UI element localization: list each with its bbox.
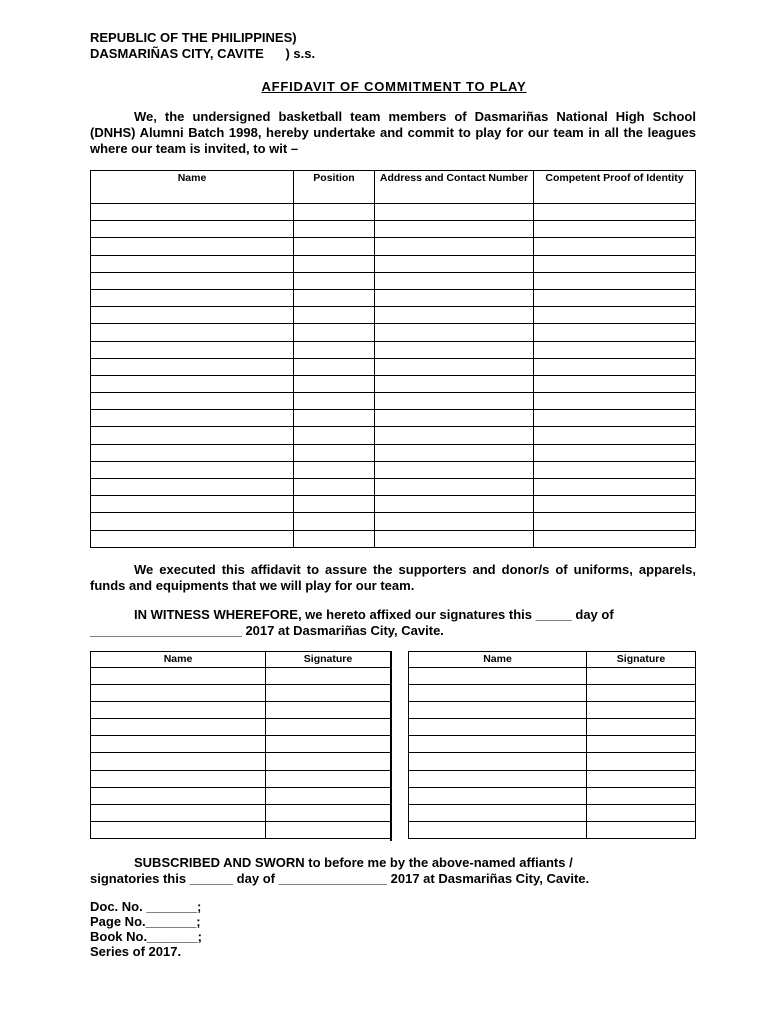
members-cell[interactable] (375, 496, 534, 513)
signature-name-cell[interactable] (409, 804, 587, 821)
members-cell[interactable] (91, 221, 294, 238)
members-row (91, 204, 696, 221)
signature-name-cell[interactable] (91, 821, 266, 838)
signature-name-cell[interactable] (409, 685, 587, 702)
signature-cell[interactable] (587, 821, 696, 838)
members-cell[interactable] (91, 479, 294, 496)
signature-table-left (90, 651, 391, 839)
signature-table-right (408, 651, 696, 839)
members-cell[interactable] (294, 358, 375, 375)
members-cell[interactable] (375, 341, 534, 358)
members-col-address: Address and Contact Number (375, 171, 534, 204)
signature-name-cell[interactable] (91, 719, 266, 736)
signature-row (91, 702, 391, 719)
signature-name-cell[interactable] (409, 736, 587, 753)
members-cell[interactable] (534, 461, 696, 478)
members-cell[interactable] (534, 410, 696, 427)
members-cell[interactable] (534, 238, 696, 255)
members-cell[interactable] (294, 479, 375, 496)
signature-row (91, 787, 391, 804)
members-cell[interactable] (294, 238, 375, 255)
signature-row (91, 770, 391, 787)
members-cell[interactable] (91, 530, 294, 547)
signature-right-header-row (409, 652, 696, 668)
signature-right-col-name: Name (409, 652, 587, 668)
signature-cell[interactable] (266, 668, 391, 685)
members-row (91, 272, 696, 289)
notary-series: Series of 2017. (90, 944, 182, 959)
members-cell[interactable] (91, 410, 294, 427)
subscribed-paragraph (90, 855, 696, 887)
members-row (91, 393, 696, 410)
members-cell[interactable] (375, 324, 534, 341)
signature-cell[interactable] (266, 804, 391, 821)
members-cell[interactable] (534, 307, 696, 324)
members-row (91, 238, 696, 255)
members-cell[interactable] (375, 479, 534, 496)
members-row (91, 375, 696, 392)
signature-row (409, 753, 696, 770)
members-cell[interactable] (534, 341, 696, 358)
signature-left-header-row (91, 652, 391, 668)
members-row (91, 255, 696, 272)
signature-cell[interactable] (587, 787, 696, 804)
members-cell[interactable] (375, 461, 534, 478)
signature-row (91, 804, 391, 821)
members-cell[interactable] (294, 307, 375, 324)
signature-row (409, 787, 696, 804)
signature-name-cell[interactable] (91, 770, 266, 787)
members-cell[interactable] (294, 204, 375, 221)
members-row (91, 289, 696, 306)
members-cell[interactable] (294, 444, 375, 461)
signature-row (91, 821, 391, 838)
signature-name-cell[interactable] (409, 787, 587, 804)
document-title: AFFIDAVIT OF COMMITMENT TO PLAY (261, 79, 527, 94)
members-cell[interactable] (91, 461, 294, 478)
subscribed-line-2: signatories this ______ day of _______________ 2017 at Dasmariñas City, Cavite. (90, 871, 590, 886)
members-cell[interactable] (534, 393, 696, 410)
signature-row (409, 702, 696, 719)
notary-doc-no: Doc. No. _______; (90, 899, 202, 914)
members-cell[interactable] (294, 221, 375, 238)
members-cell[interactable] (534, 496, 696, 513)
members-header-row (91, 171, 696, 204)
members-cell[interactable] (91, 272, 294, 289)
members-cell[interactable] (294, 341, 375, 358)
members-row (91, 221, 696, 238)
members-table (90, 170, 696, 548)
members-row (91, 341, 696, 358)
members-cell[interactable] (91, 358, 294, 375)
signature-cell[interactable] (266, 736, 391, 753)
members-cell[interactable] (375, 272, 534, 289)
members-cell[interactable] (375, 289, 534, 306)
signature-name-cell[interactable] (409, 668, 587, 685)
members-cell[interactable] (534, 255, 696, 272)
signature-cell[interactable] (587, 668, 696, 685)
members-cell[interactable] (375, 238, 534, 255)
signature-left-col-signature: Signature (266, 652, 391, 668)
members-row (91, 410, 696, 427)
intro-paragraph (90, 109, 696, 157)
members-cell[interactable] (375, 375, 534, 392)
notary-page-no: Page No._______; (90, 914, 201, 929)
members-cell[interactable] (294, 393, 375, 410)
members-cell[interactable] (91, 393, 294, 410)
notary-book-no: Book No._______; (90, 929, 202, 944)
intro-text: We, the undersigned basketball team members of Dasmariñas National High School (DNHS) Alumni Batch 1998, hereby undertake and commit to play for our team in all the leagues where our team is invited, to wit – (90, 109, 696, 156)
signature-right-col-signature: Signature (587, 652, 696, 668)
witness-line-1: IN WITNESS WHEREFORE, we hereto affixed our signatures this _____ day of (134, 607, 614, 622)
signature-row (409, 804, 696, 821)
signature-name-cell[interactable] (91, 668, 266, 685)
members-cell[interactable] (91, 496, 294, 513)
signature-cell[interactable] (587, 736, 696, 753)
members-cell[interactable] (375, 204, 534, 221)
signature-row (409, 668, 696, 685)
members-col-name: Name (91, 171, 294, 204)
signature-name-cell[interactable] (91, 804, 266, 821)
witness-paragraph (90, 607, 696, 639)
members-cell[interactable] (534, 479, 696, 496)
signature-cell[interactable] (587, 702, 696, 719)
members-cell[interactable] (375, 444, 534, 461)
members-cell[interactable] (534, 289, 696, 306)
signature-name-cell[interactable] (409, 702, 587, 719)
members-cell[interactable] (91, 444, 294, 461)
members-cell[interactable] (294, 255, 375, 272)
signature-row (409, 736, 696, 753)
members-cell[interactable] (91, 289, 294, 306)
header-line-2: DASMARIÑAS CITY, CAVITE ) s.s. (90, 46, 316, 61)
members-col-position: Position (294, 171, 375, 204)
members-row (91, 324, 696, 341)
members-cell[interactable] (91, 324, 294, 341)
signature-cell[interactable] (587, 685, 696, 702)
signature-row (91, 736, 391, 753)
signature-row (91, 719, 391, 736)
purpose-paragraph (90, 562, 696, 594)
members-cell[interactable] (294, 530, 375, 547)
signature-row (409, 821, 696, 838)
signature-name-cell[interactable] (409, 770, 587, 787)
members-cell[interactable] (534, 375, 696, 392)
members-cell[interactable] (91, 204, 294, 221)
signature-cell[interactable] (587, 719, 696, 736)
signature-cell[interactable] (266, 753, 391, 770)
members-cell[interactable] (375, 221, 534, 238)
signature-left-outer-border (390, 651, 392, 841)
signature-row (91, 685, 391, 702)
members-row (91, 444, 696, 461)
signature-cell[interactable] (266, 685, 391, 702)
members-cell[interactable] (91, 375, 294, 392)
signature-name-cell[interactable] (91, 787, 266, 804)
members-cell[interactable] (534, 358, 696, 375)
signature-cell[interactable] (587, 770, 696, 787)
signature-row (409, 719, 696, 736)
members-row (91, 307, 696, 324)
members-cell[interactable] (534, 204, 696, 221)
members-cell[interactable] (294, 461, 375, 478)
members-cell[interactable] (91, 341, 294, 358)
members-cell[interactable] (375, 307, 534, 324)
members-cell[interactable] (91, 513, 294, 530)
members-cell[interactable] (534, 427, 696, 444)
members-row (91, 479, 696, 496)
signature-name-cell[interactable] (409, 753, 587, 770)
members-cell[interactable] (375, 513, 534, 530)
members-cell[interactable] (534, 513, 696, 530)
signature-cell[interactable] (587, 804, 696, 821)
members-cell[interactable] (375, 530, 534, 547)
members-cell[interactable] (534, 530, 696, 547)
subscribed-line-1: SUBSCRIBED AND SWORN to before me by the above-named affiants / (134, 855, 573, 870)
signature-row (91, 753, 391, 770)
signature-name-cell[interactable] (91, 753, 266, 770)
members-row (91, 513, 696, 530)
members-cell[interactable] (375, 427, 534, 444)
members-cell[interactable] (91, 255, 294, 272)
signature-name-cell[interactable] (91, 736, 266, 753)
header-line-1: REPUBLIC OF THE PHILIPPINES) (90, 30, 297, 45)
members-cell[interactable] (375, 393, 534, 410)
members-cell[interactable] (534, 444, 696, 461)
members-row (91, 496, 696, 513)
members-cell[interactable] (294, 410, 375, 427)
notary-block (90, 899, 202, 959)
signature-cell[interactable] (266, 787, 391, 804)
members-cell[interactable] (375, 255, 534, 272)
members-row (91, 427, 696, 444)
members-cell[interactable] (294, 375, 375, 392)
members-cell[interactable] (294, 272, 375, 289)
signature-left-col-name: Name (91, 652, 266, 668)
signature-cell[interactable] (266, 821, 391, 838)
members-cell[interactable] (534, 221, 696, 238)
signature-row (409, 770, 696, 787)
members-cell[interactable] (91, 238, 294, 255)
members-cell[interactable] (375, 358, 534, 375)
signature-cell[interactable] (587, 753, 696, 770)
witness-line-2: _____________________ 2017 at Dasmariñas City, Cavite. (90, 623, 444, 638)
members-row (91, 358, 696, 375)
signature-row (409, 685, 696, 702)
signature-name-cell[interactable] (409, 719, 587, 736)
members-cell[interactable] (294, 513, 375, 530)
signature-row (91, 668, 391, 685)
signature-name-cell[interactable] (409, 821, 587, 838)
members-row (91, 461, 696, 478)
members-cell[interactable] (91, 307, 294, 324)
signature-cell[interactable] (266, 702, 391, 719)
members-col-proof: Competent Proof of Identity (534, 171, 696, 204)
members-cell[interactable] (534, 324, 696, 341)
members-cell[interactable] (294, 324, 375, 341)
members-cell[interactable] (91, 427, 294, 444)
members-cell[interactable] (534, 272, 696, 289)
signature-name-cell[interactable] (91, 702, 266, 719)
signature-name-cell[interactable] (91, 685, 266, 702)
purpose-text: We executed this affidavit to assure the supporters and donor/s of uniforms, apparels, funds and equipments that we will play for our team. (90, 562, 696, 593)
members-cell[interactable] (294, 427, 375, 444)
members-cell[interactable] (294, 289, 375, 306)
members-cell[interactable] (375, 410, 534, 427)
members-cell[interactable] (294, 496, 375, 513)
members-row (91, 530, 696, 547)
signature-cell[interactable] (266, 719, 391, 736)
signature-cell[interactable] (266, 770, 391, 787)
